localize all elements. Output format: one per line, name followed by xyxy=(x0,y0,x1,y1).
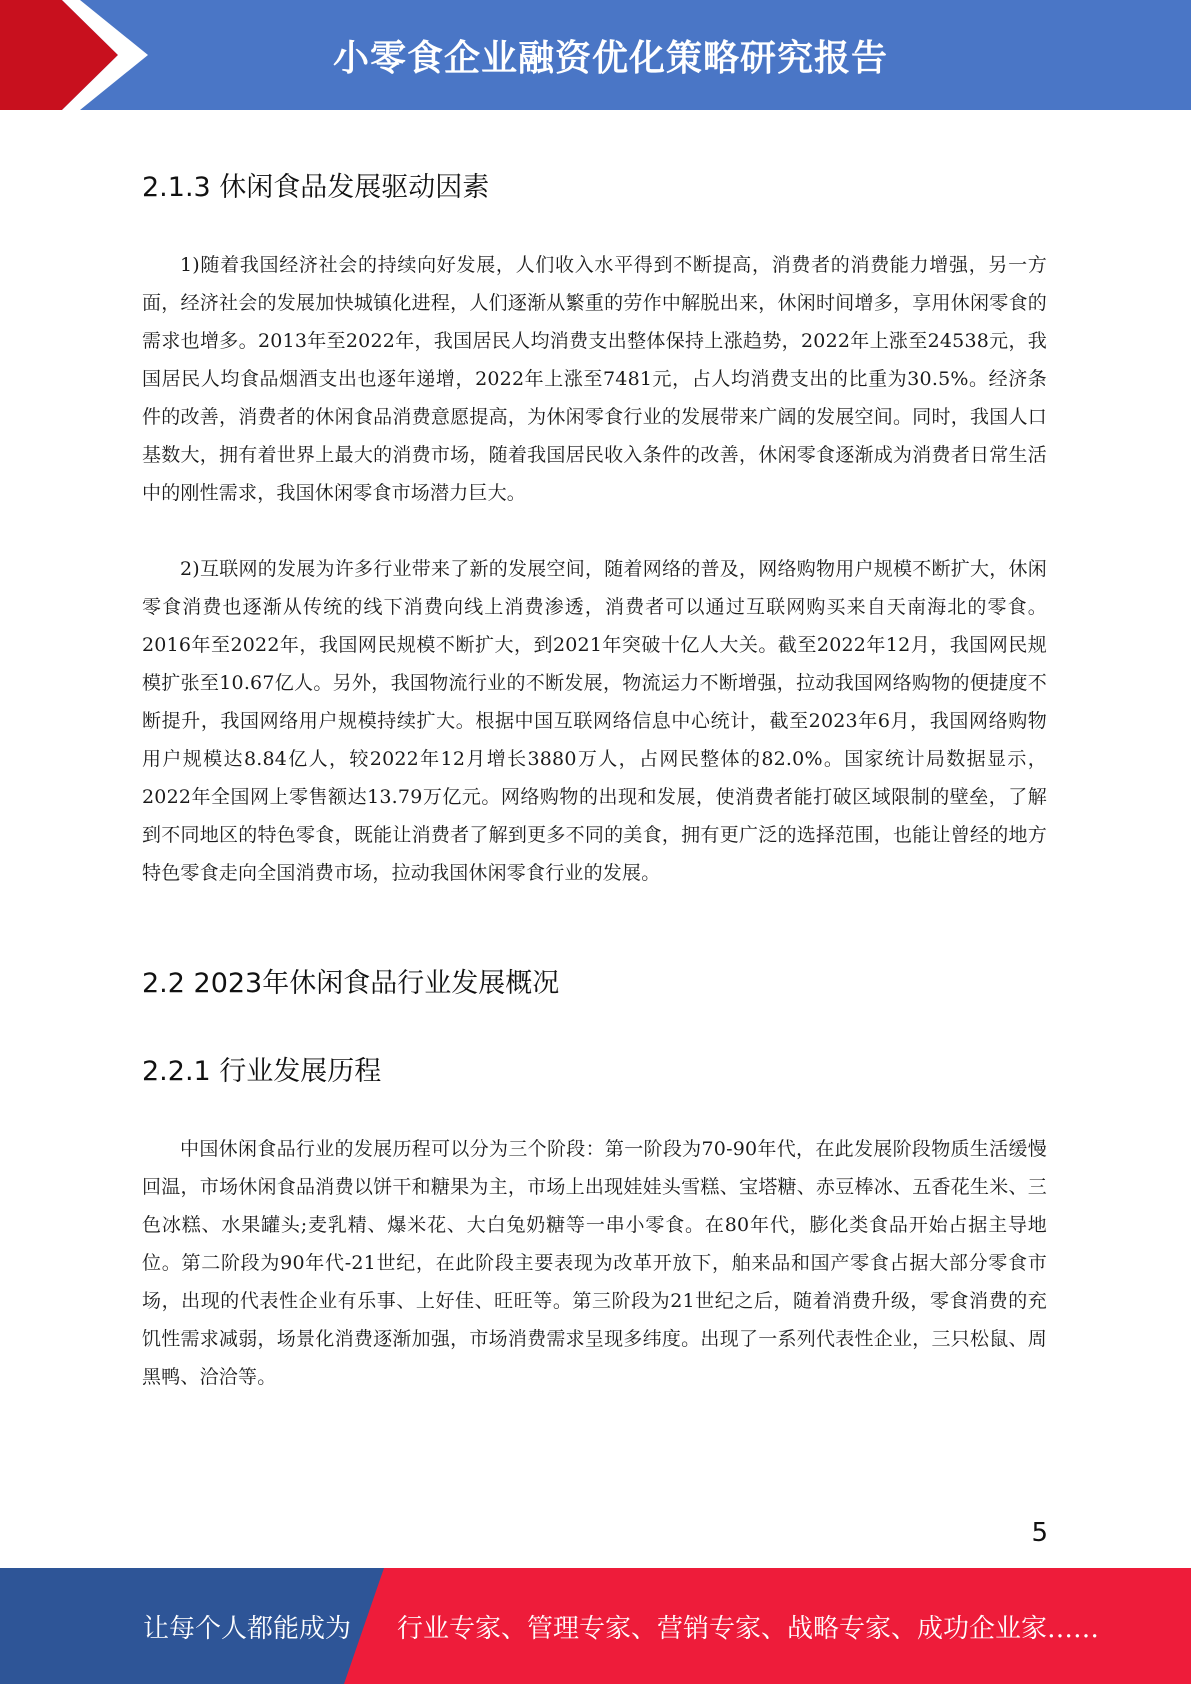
section-heading-2-2: 2.2 2023年休闲食品行业发展概况 xyxy=(142,968,560,999)
paragraph-drivers-internet: 2)互联网的发展为许多行业带来了新的发展空间，随着网络的普及，网络购物用户规模不断扩大，休闲零食消费也逐渐从传统的线下消费向线上消费渗透，消费者可以通过互联网购买来自天南海北的零食。2016年至2022年，我国网民规模不断扩大，到2021年突破十亿人大关。截至2022年12月，我国网民规模扩张至10.67亿人。另外，我国物流行业的不断发展，物流运力不断增强，拉动我国网络购物的便捷度不断提升，我国网络用户规模持续扩大。根据中国互联网络信息中心统计，截至2023年6月，我国网络购物用户规模达8.84亿人，较2022年12月增长3880万人，占网民整体的82.0%。国家统计局数据显示，2022年全国网上零售额达13.79万亿元。网络购物的出现和发展，使消费者能打破区域限制的壁垒，了解到不同地区的特色零食，既能让消费者了解到更多不同的美食，拥有更广泛的选择范围，也能让曾经的地方特色零食走向全国消费市场，拉动我国休闲零食行业的发展。 xyxy=(142,558,1047,884)
report-title: 小零食企业融资优化策略研究报告 xyxy=(332,37,888,79)
paragraph-industry-history: 中国休闲食品行业的发展历程可以分为三个阶段：第一阶段为70-90年代，在此发展阶段物质生活缓慢回温，市场休闲食品消费以饼干和糖果为主，市场上出现娃娃头雪糕、宝塔糖、赤豆棒冰、五香花生米、三色冰糕、水果罐头;麦乳精、爆米花、大白兔奶糖等一串小零食。在80年代，膨化类食品开始占据主导地位。第二阶段为90年代-21世纪，在此阶段主要表现为改革开放下，舶来品和国产零食占据大部分零食市场，出现的代表性企业有乐事、上好佳、旺旺等。第三阶段为21世纪之后，随着消费升级，零食消费的充饥性需求减弱，场景化消费逐渐加强，市场消费需求呈现多纬度。出现了一系列代表性企业，三只松鼠、周黑鸭、洽洽等。 xyxy=(142,1138,1047,1388)
footer-slogan-right: 行业专家、管理专家、营销专家、战略专家、成功企业家…… xyxy=(397,1613,1100,1644)
paragraph-drivers-income: 1)随着我国经济社会的持续向好发展，人们收入水平得到不断提高，消费者的消费能力增强，另一方面，经济社会的发展加快城镇化进程，人们逐渐从繁重的劳作中解脱出来，休闲时间增多，享用休闲零食的需求也增多。2013年至2022年，我国居民人均消费支出整体保持上涨趋势，2022年上涨至24538元，我国居民人均食品烟酒支出也逐年递增，2022年上涨至7481元，占人均消费支出的比重为30.5%。经济条件的改善，消费者的休闲食品消费意愿提高，为休闲零食行业的发展带来广阔的发展空间。同时，我国人口基数大，拥有着世界上最大的消费市场，随着我国居民收入条件的改善，休闲零食逐渐成为消费者日常生活中的刚性需求，我国休闲零食市场潜力巨大。 xyxy=(142,254,1047,504)
page-header xyxy=(0,0,1191,110)
page-number: 5 xyxy=(1031,1518,1048,1548)
section-heading-2-1-3: 2.1.3 休闲食品发展驱动因素 xyxy=(142,172,490,203)
section-heading-2-2-1: 2.2.1 行业发展历程 xyxy=(142,1056,382,1087)
page-content xyxy=(142,150,1047,1396)
page-footer xyxy=(0,1568,1191,1684)
footer-slogan-left: 让每个人都能成为 xyxy=(143,1613,352,1644)
